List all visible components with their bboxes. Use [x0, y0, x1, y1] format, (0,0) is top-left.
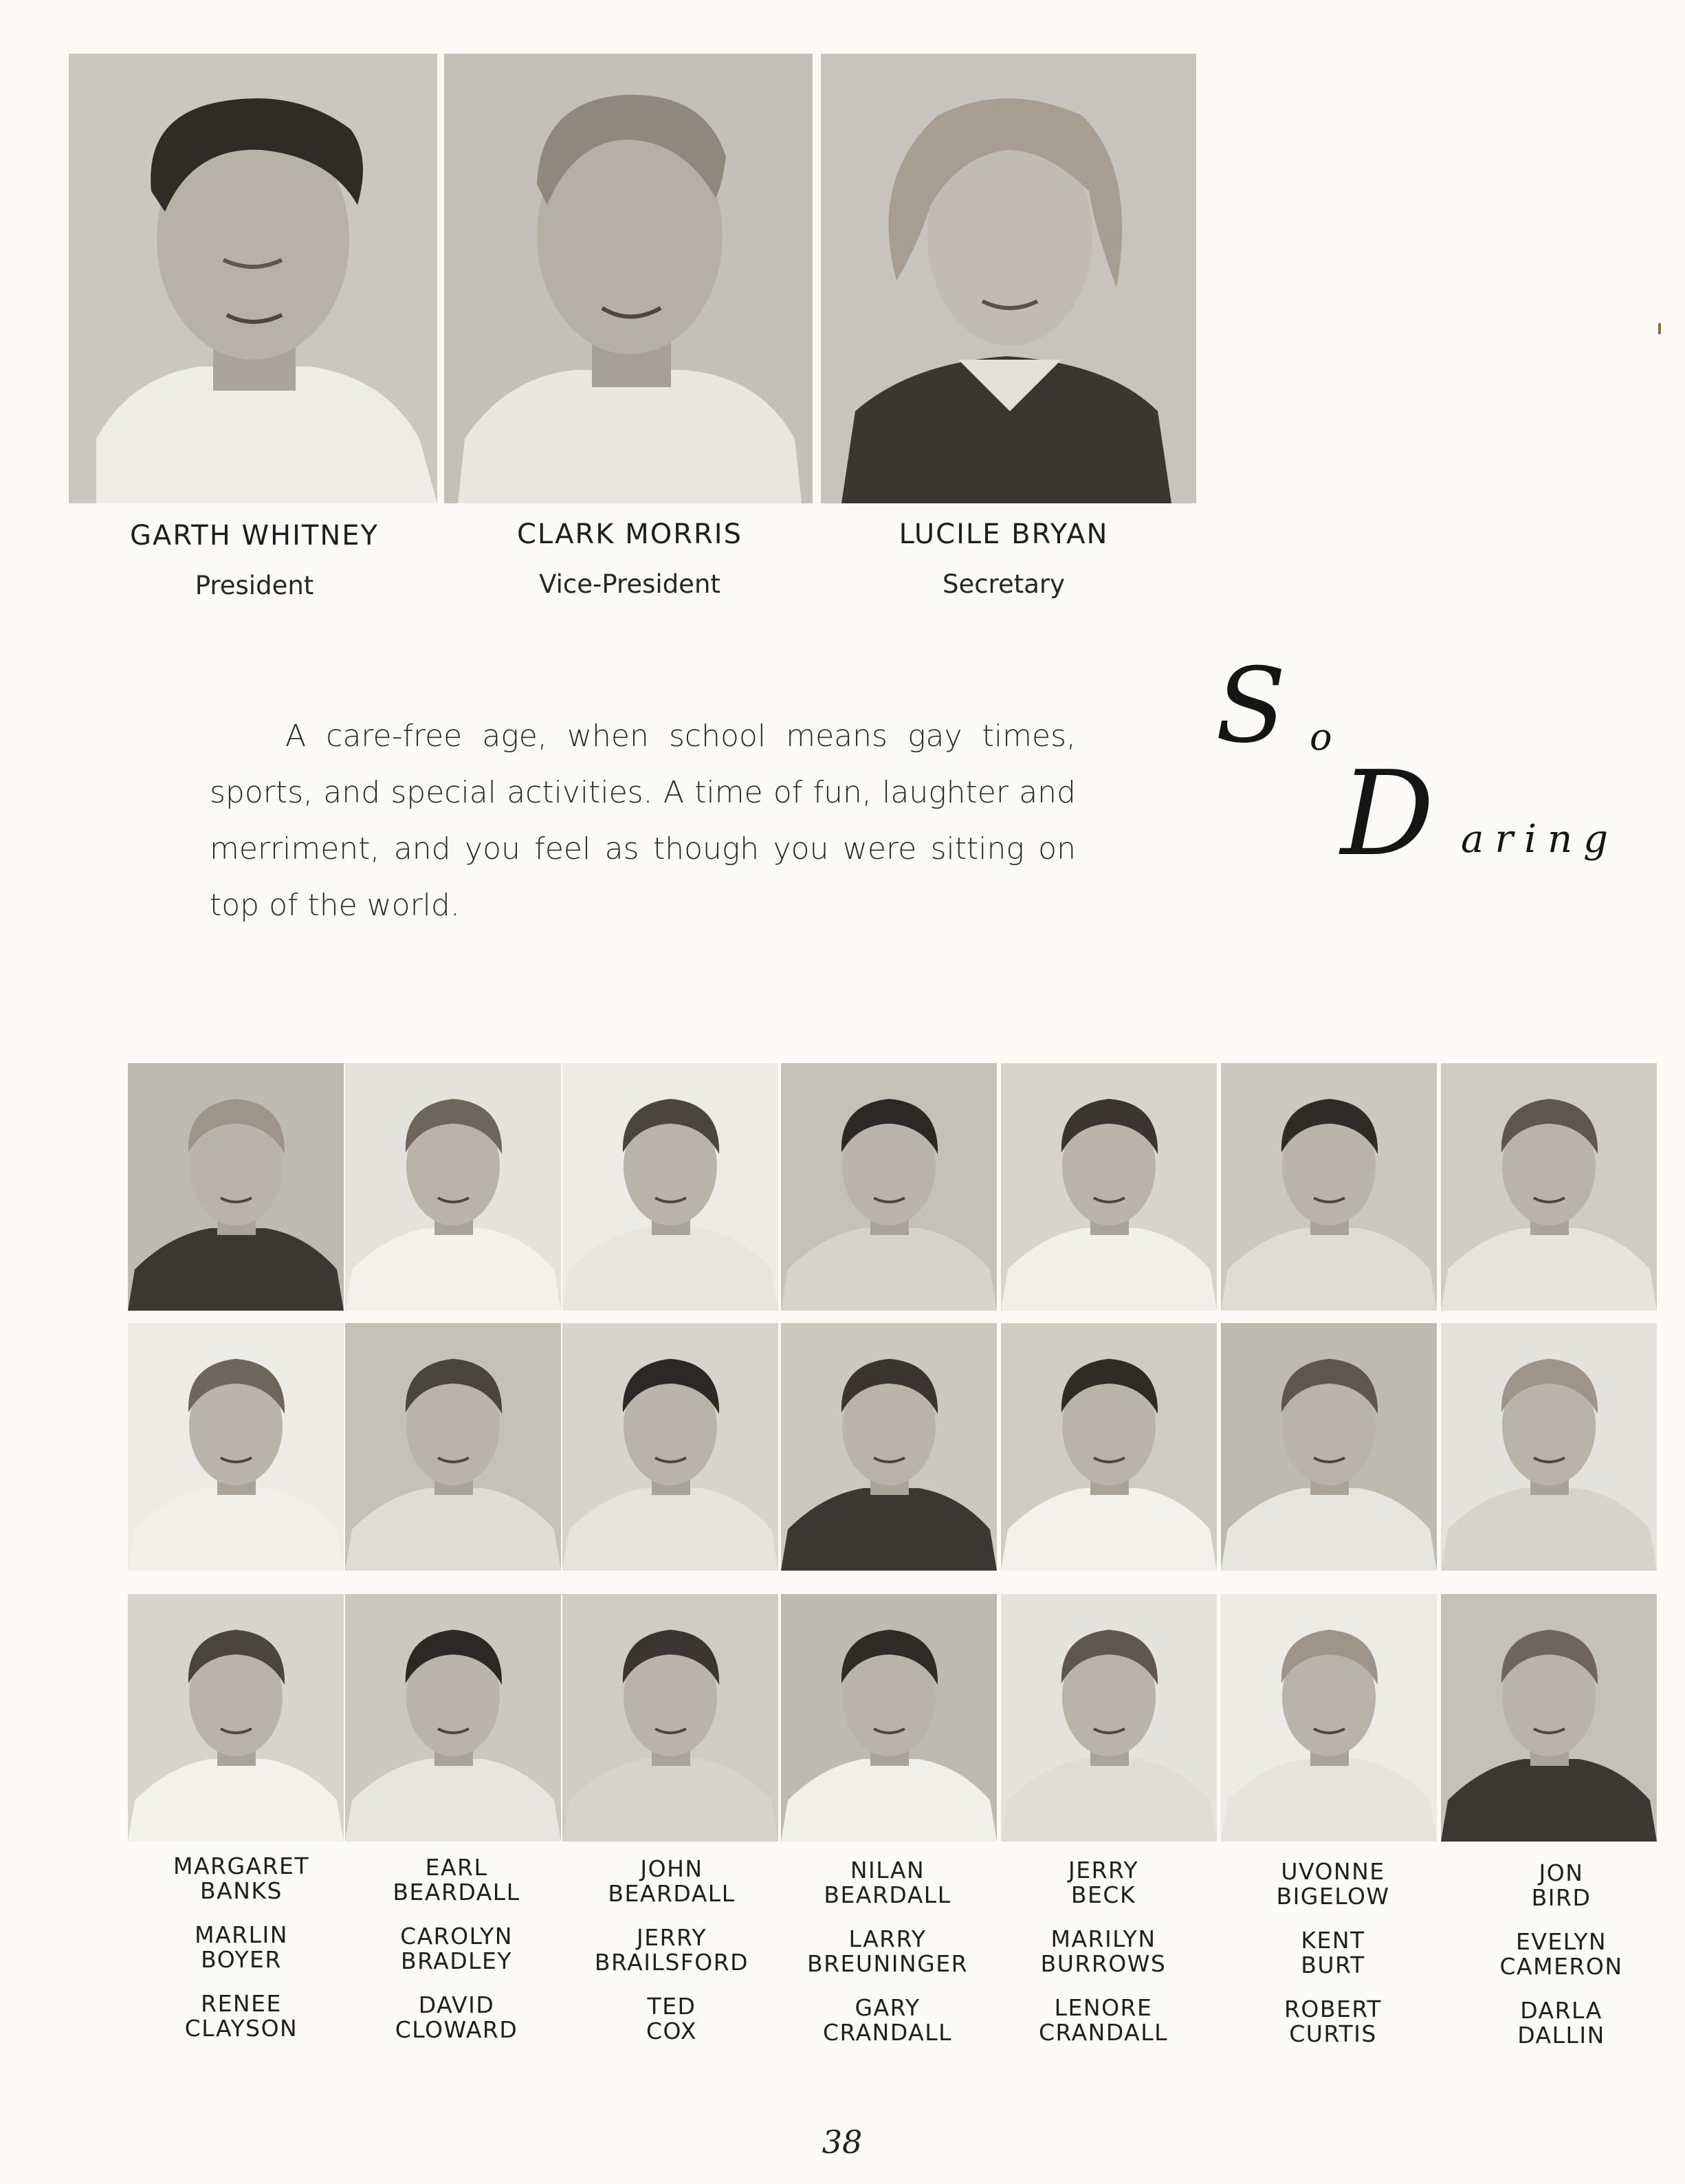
- student-last-name: BURROWS: [1040, 1950, 1167, 1977]
- student-portrait: [1221, 1594, 1437, 1842]
- student-name: [1226, 1997, 1440, 2066]
- page-edge-mark: [1658, 323, 1661, 334]
- student-name: [135, 1923, 348, 1991]
- student-last-name: BANKS: [200, 1877, 283, 1904]
- student-name: [1455, 1861, 1668, 1930]
- student-portrait: [1441, 1323, 1657, 1571]
- name-column: [1226, 1859, 1440, 2066]
- student-portrait: [1001, 1063, 1217, 1311]
- student-portrait: [1441, 1063, 1657, 1311]
- student-first-name: JERRY: [1068, 1857, 1138, 1883]
- student-first-name: TED: [647, 1993, 696, 2020]
- heading-so-rest: o: [1310, 715, 1332, 758]
- officer-name: GARTH WHITNEY: [130, 520, 379, 552]
- student-last-name: BRADLEY: [400, 1947, 513, 1974]
- student-name: [565, 1925, 778, 1994]
- student-portrait: [1221, 1063, 1437, 1311]
- student-portrait: [345, 1323, 561, 1571]
- officer-caption-vice-president: [444, 518, 815, 599]
- name-column: [997, 1858, 1210, 2064]
- heading-daring-rest: aring: [1461, 817, 1619, 862]
- student-portrait: [345, 1594, 561, 1842]
- officer-caption-president: [69, 520, 440, 600]
- student-first-name: JON: [1539, 1859, 1584, 1886]
- student-portrait: [345, 1063, 561, 1311]
- student-last-name: BRAILSFORD: [594, 1949, 749, 1976]
- student-name: [1226, 1859, 1440, 1928]
- student-first-name: JOHN: [640, 1855, 703, 1882]
- student-last-name: BEARDALL: [393, 1879, 520, 1905]
- student-first-name: NILAN: [850, 1857, 925, 1883]
- student-first-name: LENORE: [1054, 1994, 1153, 2021]
- student-last-name: CLAYSON: [184, 2015, 298, 2042]
- name-column: [1455, 1861, 1668, 2067]
- student-last-name: BIRD: [1531, 1884, 1592, 1911]
- student-last-name: BIGELOW: [1276, 1883, 1390, 1910]
- student-portrait: [128, 1594, 344, 1842]
- student-portrait: [781, 1323, 997, 1571]
- student-last-name: CRANDALL: [1038, 2019, 1169, 2046]
- student-name: [565, 1857, 778, 1925]
- officer-portrait-president: [69, 54, 437, 503]
- name-column: [781, 1858, 994, 2064]
- officer-portrait-secretary: [821, 54, 1196, 503]
- student-first-name: MARILYN: [1050, 1925, 1156, 1952]
- student-first-name: DARLA: [1520, 1997, 1603, 2024]
- student-name: [781, 1858, 994, 1927]
- student-last-name: CAMERON: [1499, 1953, 1623, 1980]
- officer-title: Vice-President: [539, 569, 720, 599]
- student-name: [997, 1927, 1210, 1996]
- student-last-name: DALLIN: [1517, 2022, 1605, 2049]
- student-portrait: [128, 1063, 344, 1311]
- student-last-name: BREUNINGER: [806, 1950, 969, 1977]
- student-first-name: KENT: [1301, 1927, 1365, 1954]
- officer-caption-secretary: [818, 518, 1189, 599]
- student-first-name: CAROLYN: [400, 1923, 513, 1950]
- student-first-name: ROBERT: [1284, 1996, 1383, 2022]
- student-last-name: BOYER: [201, 1946, 282, 1973]
- student-name: [350, 1855, 563, 1924]
- student-last-name: CLOWARD: [395, 2016, 518, 2043]
- student-last-name: BEARDALL: [608, 1880, 736, 1907]
- heading-daring: D: [1341, 746, 1435, 882]
- student-portrait: [562, 1063, 778, 1311]
- student-first-name: DAVID: [418, 1991, 495, 2018]
- intro-paragraph: A care-free age, when school means gay times, sports, and special activities. A time of fun, laughter and merriment, and you feel as though you were sitting on top of the world.: [210, 719, 1076, 923]
- student-portrait: [1001, 1594, 1217, 1842]
- name-column: [135, 1854, 348, 2060]
- officer-title: Secretary: [942, 569, 1066, 599]
- name-column: [350, 1855, 563, 2062]
- student-name: [781, 1996, 994, 2064]
- student-name: [781, 1927, 994, 1996]
- student-last-name: BEARDALL: [824, 1881, 951, 1908]
- student-first-name: JERRY: [637, 1924, 707, 1951]
- officer-portrait-vice-president: [444, 54, 813, 503]
- student-first-name: GARY: [855, 1994, 921, 2021]
- student-first-name: RENEE: [201, 1990, 282, 2017]
- student-name: [1455, 1930, 1668, 1998]
- student-first-name: EARL: [425, 1854, 488, 1881]
- student-portrait: [1221, 1323, 1437, 1571]
- student-portrait: [562, 1323, 778, 1571]
- heading-so: S: [1215, 646, 1286, 766]
- student-portrait: [1001, 1323, 1217, 1571]
- officer-name: CLARK MORRIS: [516, 518, 742, 550]
- officer-name: LUCILE BRYAN: [899, 518, 1109, 550]
- student-first-name: UVONNE: [1281, 1858, 1385, 1885]
- student-first-name: MARLIN: [195, 1921, 288, 1948]
- student-first-name: MARGARET: [173, 1853, 310, 1879]
- student-name: [997, 1858, 1210, 1927]
- page-number: 38: [822, 2123, 863, 2161]
- officer-photos: [69, 54, 1196, 503]
- student-portrait: [562, 1594, 778, 1842]
- student-name: [997, 1996, 1210, 2064]
- student-name: [1455, 1998, 1668, 2067]
- student-last-name: COX: [646, 2018, 697, 2044]
- student-last-name: CRANDALL: [822, 2019, 953, 2046]
- student-last-name: CURTIS: [1289, 2020, 1377, 2047]
- student-name: [1226, 1928, 1440, 1997]
- student-name: [350, 1993, 563, 2062]
- student-first-name: LARRY: [848, 1925, 927, 1952]
- student-last-name: BURT: [1301, 1952, 1365, 1978]
- student-portrait: [781, 1594, 997, 1842]
- student-name: [135, 1854, 348, 1923]
- student-first-name: EVELYN: [1515, 1928, 1607, 1955]
- student-last-name: BECK: [1070, 1881, 1136, 1908]
- officer-title: President: [195, 571, 314, 600]
- student-name: [350, 1924, 563, 1993]
- student-portrait: [128, 1323, 344, 1571]
- name-column: [565, 1857, 778, 2063]
- student-portrait: [781, 1063, 997, 1311]
- student-name: [135, 1991, 348, 2060]
- student-name: [565, 1994, 778, 2063]
- student-photo-grid: [128, 1063, 1664, 1840]
- student-portrait: [1441, 1594, 1657, 1842]
